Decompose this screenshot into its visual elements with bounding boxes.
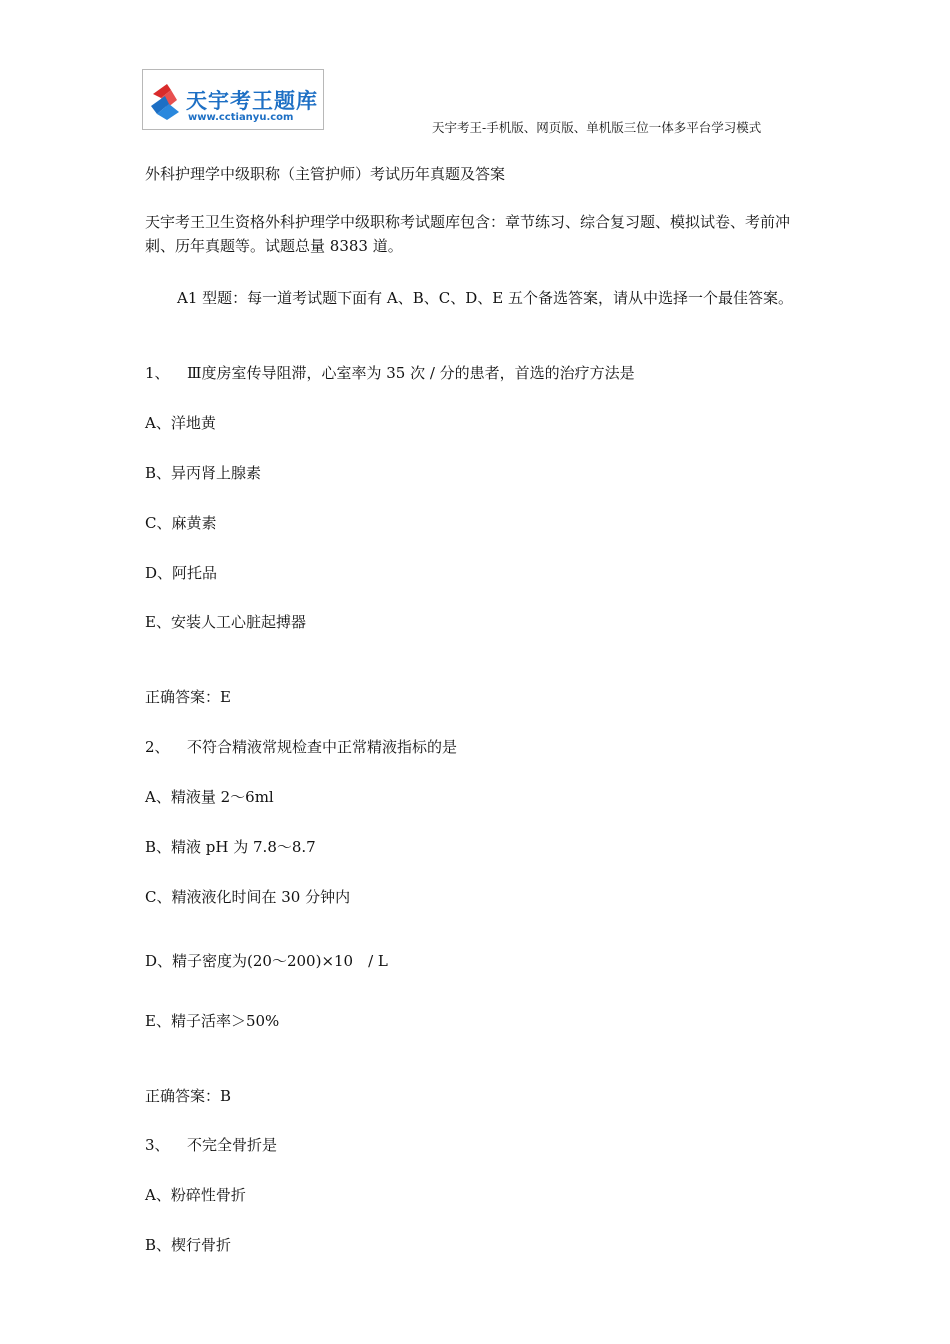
site-logo[interactable] [142, 69, 324, 130]
correct-answer: 正确答案：E [145, 688, 231, 706]
header-tagline: 天宇考王-手机版、网页版、单机版三位一体多平台学习模式 [432, 120, 762, 135]
logo-mark-icon [147, 78, 185, 122]
option-b: B、精液 pH 为 7.8～8.7 [145, 838, 316, 856]
document-title: 外科护理学中级职称（主管护师）考试历年真题及答案 [145, 165, 506, 183]
option-b: B、异丙肾上腺素 [145, 464, 262, 482]
question-stem: Ⅲ度房室传导阻滞，心室率为 35 次 / 分的患者，首选的治疗方法是 [187, 364, 635, 382]
option-d: D、阿托品 [145, 564, 218, 582]
correct-answer: 正确答案：B [145, 1087, 232, 1105]
option-b: B、楔行骨折 [145, 1236, 232, 1254]
intro-paragraph: 天宇考王卫生资格外科护理学中级职称考试题库包含：章节练习、综合复习题、模拟试卷、考前冲刺、历年真题等。试题总量 8383 道。 [145, 213, 791, 255]
option-d: D、精子密度为(20～200)×10 / L [145, 952, 388, 970]
option-a: A、精液量 2～6ml [145, 788, 274, 806]
option-a: A、粉碎性骨折 [145, 1186, 246, 1204]
question-number: 2、 [145, 738, 170, 756]
question-stem: 不符合精液常规检查中正常精液指标的是 [187, 738, 458, 756]
option-c: C、精液液化时间在 30 分钟内 [145, 888, 351, 906]
question-number: 1、 [145, 364, 170, 382]
logo-url: www.cctianyu.com [188, 112, 294, 123]
option-e: E、安装人工心脏起搏器 [145, 613, 306, 631]
logo-text: 天宇考王题库 [186, 89, 318, 113]
option-c: C、麻黄素 [145, 514, 217, 532]
question-stem: 不完全骨折是 [187, 1136, 278, 1154]
option-a: A、洋地黄 [145, 414, 216, 432]
option-e: E、精子活率＞50% [145, 1012, 280, 1030]
question-number: 3、 [145, 1136, 170, 1154]
section-instructions: A1 型题：每一道考试题下面有 A、B、C、D、E 五个备选答案，请从中选择一个最佳答案。 [177, 289, 793, 307]
